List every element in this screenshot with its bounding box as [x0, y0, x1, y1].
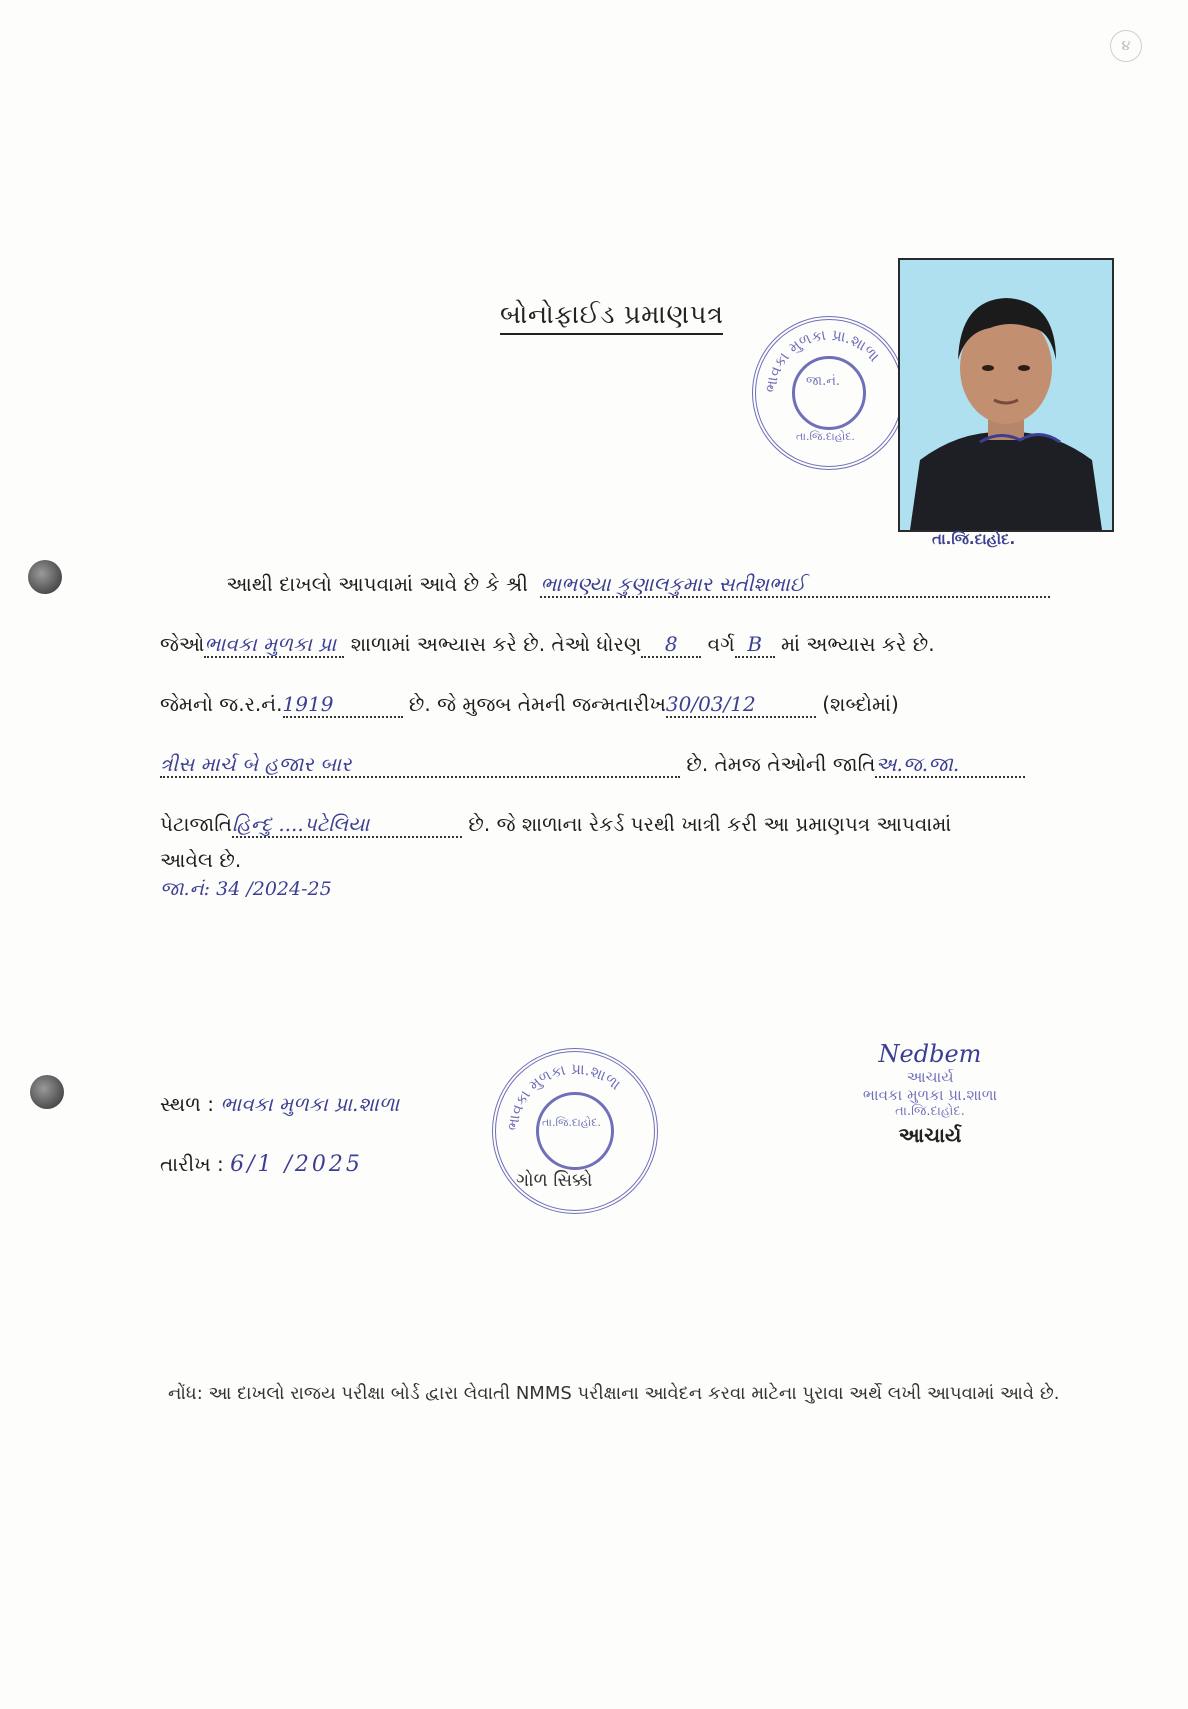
school-name: ભાવકા મુળકા પ્રા: [204, 632, 344, 658]
cert-line-1: [160, 572, 1130, 598]
caste-value: અ.જ.જા.: [875, 752, 1025, 778]
line2-suffix: માં અભ્યાસ કરે છે.: [781, 632, 935, 656]
student-photo: [898, 258, 1114, 532]
line3-mid: છે. જે મુજબ તેમની જન્મતારીખ: [408, 692, 666, 716]
division-value: B: [735, 632, 775, 658]
punch-hole-top: [28, 560, 62, 594]
line2-mid: શાળામાં અભ્યાસ કરે છે. તેઓ ધોરણ: [350, 632, 642, 656]
line5-suffix: છે. જે શાળાના રેકર્ડ પરથી ખાત્રી કરી આ પ્રમાણપત્ર આપવામાં: [468, 812, 952, 836]
sub-caste-value: હિન્દુ ....પટેલિયા: [232, 812, 462, 838]
cert-line-3: [160, 692, 1130, 718]
signature-stamp-line2: ભાવકા મુળકા પ્રા.શાળા: [862, 1086, 998, 1104]
line1-prefix: આથી દાખલો આપવામાં આવે છે કે શ્રી: [226, 572, 528, 596]
seal-round-small: તા.જિ.દાહોદ.: [542, 1116, 601, 1129]
standard-value: 8: [641, 632, 701, 658]
line4-mid: છે. તેમજ તેઓની જાતિ: [686, 752, 876, 776]
cert-line-6: આવેલ છે.: [160, 848, 242, 872]
student-portrait-icon: [900, 260, 1112, 530]
line2-mid2: વર્ગ: [707, 632, 735, 656]
line3-suffix: (શબ્દોમાં): [822, 692, 899, 716]
seal-top-center: જા.નં.: [806, 374, 841, 389]
note-text: નોંધ: આ દાખલો રાજય પરીક્ષા બોર્ડ દ્વારા લેવાતી NMMS પરીક્ષાના આવેદન કરવા માટેના પુરાવા અર્થે લખી આપવામાં આવે છે.: [168, 1383, 1060, 1404]
place-value: ભાવકા મુળકા પ્રા.શાળા: [220, 1092, 400, 1116]
principal-signature-block: [820, 1040, 1040, 1147]
cert-line-5: [160, 812, 1130, 838]
cert-line-2: [160, 632, 1130, 658]
school-seal-top: [752, 316, 906, 470]
date-row: [160, 1152, 363, 1177]
outward-number: જા.નં: 34 /2024-25: [160, 878, 332, 900]
svg-text:ભાવકા મુળકા પ્રા.શાળા: ભાવકા મુળકા પ્રા.શાળા: [761, 325, 884, 394]
date-label: તારીખ :: [160, 1152, 224, 1176]
school-seal-round: [492, 1048, 658, 1214]
cert-line-4: [160, 752, 1130, 778]
signature-stamp-line3: તા.જિ.દાહોદ.: [895, 1104, 965, 1119]
line3-prefix: જેમનો જ.ર.નં.: [160, 692, 283, 716]
principal-title: આચાર્ય: [898, 1123, 962, 1147]
place-row: [160, 1092, 399, 1116]
page-number-mark: ૪: [1110, 30, 1142, 62]
page-title: બોનોફાઈડ પ્રમાણપત્ર: [500, 300, 723, 335]
place-label: સ્થળ :: [160, 1092, 214, 1116]
photo-stamp-caption: તા.જિ.દાહોદ.: [932, 530, 1016, 548]
birth-date: 30/03/12: [666, 692, 816, 718]
birth-date-in-words: ત્રીસ માર્ચ બે હજાર બાર: [160, 752, 680, 778]
punch-hole-bottom: [30, 1075, 64, 1109]
date-value: 6/1 /2025: [230, 1152, 363, 1177]
register-number: 1919: [283, 692, 403, 718]
line2-prefix: જેઓ: [160, 632, 205, 656]
seal-top-small: તા.જિ.દાહોદ.: [796, 430, 855, 443]
signature-scribble: Nedbem: [878, 1040, 982, 1068]
signature-stamp-line1: આચાર્ય: [906, 1068, 954, 1086]
svg-text:ભાવકા મુળકા પ્રા.શાળા: ભાવકા મુળકા પ્રા.શાળા: [503, 1059, 625, 1132]
line5-prefix: પેટાજાતિ: [160, 812, 233, 836]
seal-round-center: ગોળ સિક્કો: [516, 1170, 593, 1191]
student-name: ભાભણ્યા કુણાલકુમાર સતીશભાઈ: [540, 572, 1050, 598]
